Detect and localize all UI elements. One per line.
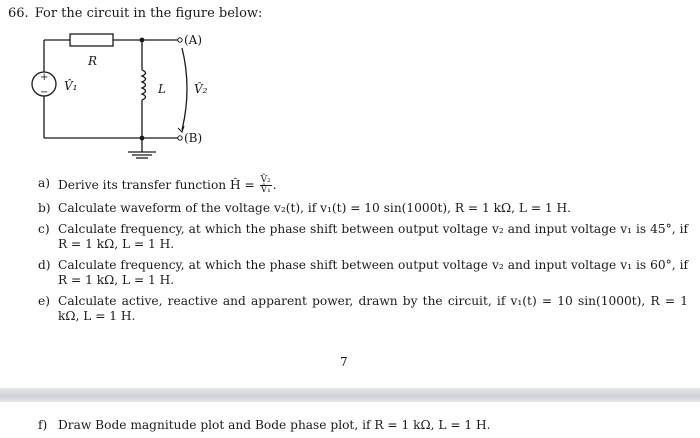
- node-bottom-dot: [140, 136, 145, 141]
- item-label: f): [38, 418, 48, 432]
- problem-intro: For the circuit in the figure below:: [34, 6, 263, 21]
- question-item-e: [38, 294, 688, 324]
- item-label: d): [38, 258, 51, 272]
- resistor-symbol: [70, 34, 113, 46]
- question-item-b: [38, 201, 688, 216]
- item-label: c): [38, 222, 50, 236]
- output-voltage-arrow: [182, 48, 187, 130]
- resistor-label: R: [88, 54, 98, 68]
- question-list: [38, 176, 688, 330]
- item-text: [58, 176, 688, 195]
- transfer-fraction: [260, 176, 272, 195]
- circuit-diagram: [0, 0, 260, 172]
- item-text: Calculate frequency, at which the phase shift between output voltage v₂ and input voltage v₁ is 60°, if R = 1 kΩ, L = 1 H.: [58, 258, 688, 287]
- question-item-d: [38, 258, 688, 288]
- item-text: Calculate frequency, at which the phase shift between output voltage v₂ and input voltage v₁ is 45°, if R = 1 kΩ, L = 1 H.: [58, 222, 688, 251]
- item-text: Draw Bode magnitude plot and Bode phase plot, if R = 1 kΩ, L = 1 H.: [58, 418, 491, 432]
- item-label: e): [38, 294, 50, 308]
- terminal-a-circle: [178, 38, 182, 42]
- item-text-before: Derive its transfer function Ĥ =: [58, 178, 259, 192]
- next-document-page: [0, 402, 700, 438]
- problem-number: 66.: [8, 6, 29, 21]
- node-top-dot: [140, 38, 145, 43]
- item-text-after: .: [272, 178, 277, 192]
- question-item-a: [38, 176, 688, 195]
- question-item-c: [38, 222, 688, 252]
- question-item-f: [38, 418, 491, 432]
- inductor-label: L: [158, 82, 166, 96]
- item-label: b): [38, 201, 51, 215]
- fraction-denominator: V̂₁: [260, 185, 271, 195]
- inductor-coil: [142, 70, 146, 100]
- terminal-b-circle: [178, 136, 182, 140]
- output-label: V̂₂: [194, 82, 208, 96]
- item-text: Calculate active, reactive and apparent power, drawn by the circuit, if v₁(t) = 10 sin(1000t), R = 1 kΩ, L = 1 H.: [58, 294, 688, 323]
- terminal-a-label: (A): [184, 33, 203, 47]
- item-text: Calculate waveform of the voltage v₂(t), if v₁(t) = 10 sin(1000t), R = 1 kΩ, L = 1 H.: [58, 201, 572, 215]
- page-separator: [0, 388, 700, 402]
- item-label: a): [38, 176, 51, 190]
- fraction-numerator: V̂₂: [260, 175, 271, 185]
- source-label: V̂₁: [64, 79, 78, 93]
- source-minus-sign: −: [40, 87, 49, 98]
- source-plus-sign: +: [40, 72, 49, 83]
- page-number: 7: [340, 355, 348, 369]
- terminal-b-label: (B): [184, 131, 203, 145]
